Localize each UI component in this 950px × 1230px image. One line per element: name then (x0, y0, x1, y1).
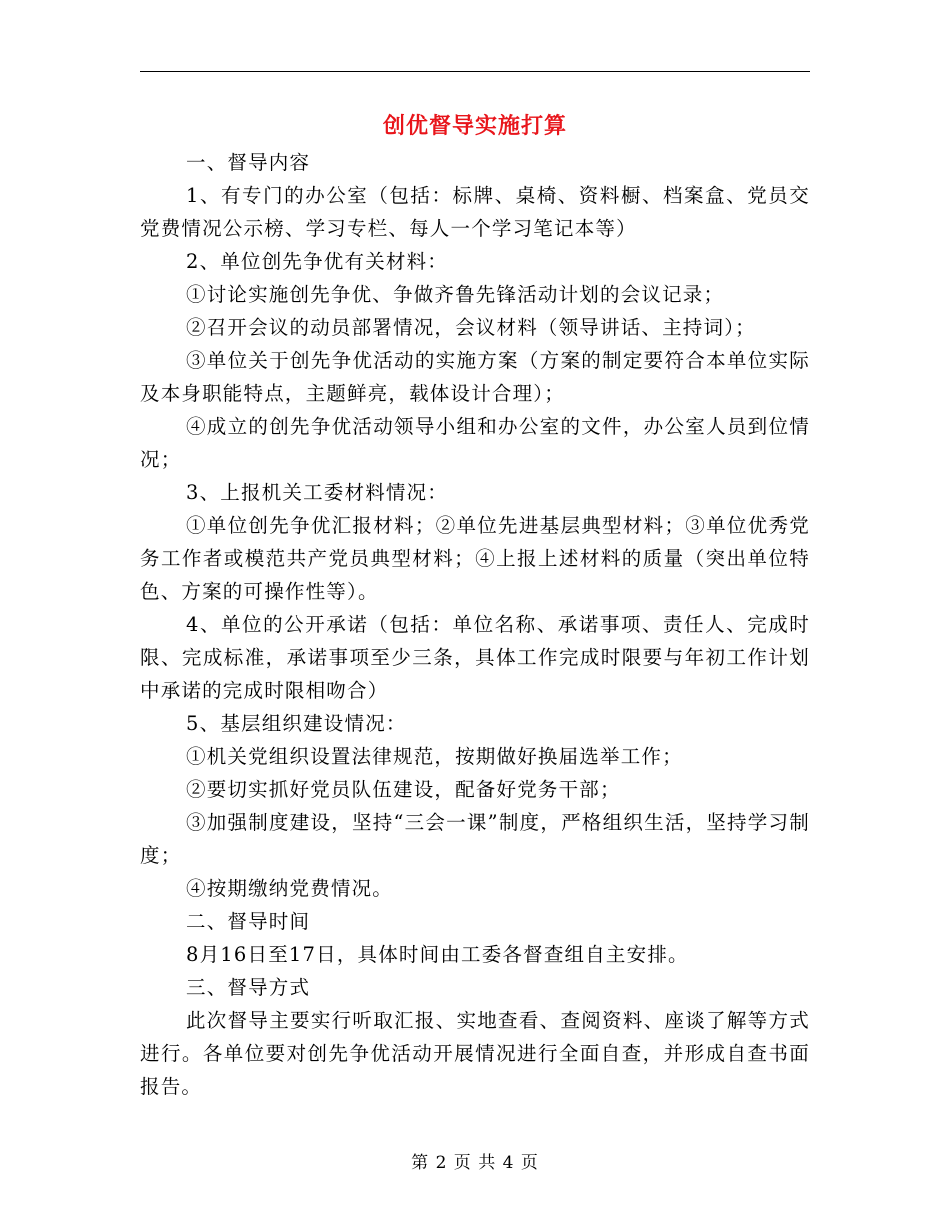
paragraph: ①机关党组织设置法律规范，按期做好换届选举工作； (186, 745, 683, 768)
document-body (140, 146, 810, 1103)
paragraph: ①讨论实施创先争优、争做齐鲁先锋活动计划的会议记录； (186, 283, 725, 306)
paragraph: ③加强制度建设，坚持“三会一课”制度，严格组织生活，坚持学习制度； (140, 811, 810, 867)
section-heading: 一、督导内容 (186, 151, 311, 174)
document-title: 创优督导实施打算 (382, 113, 567, 139)
paragraph: 5、基层组织建设情况： (186, 712, 407, 735)
paragraph: ④按期缴纳党费情况。 (186, 877, 394, 900)
section-heading: 三、督导方式 (186, 976, 311, 999)
paragraph: 1、有专门的办公室（包括：标牌、桌椅、资料橱、档案盒、党员交党费情况公示榜、学习专栏、每人一个学习笔记本等） (140, 184, 810, 240)
paragraph: 4、单位的公开承诺（包括：单位名称、承诺事项、责任人、完成时限、完成标准，承诺事项至少三条，具体工作完成时限要与年初工作计划中承诺的完成时限相吻合） (140, 613, 810, 702)
paragraph: 3、上报机关工委材料情况： (186, 481, 449, 504)
paragraph: 8月16日至17日，具体时间由工委各督查组自主安排。 (186, 943, 689, 966)
paragraph: ②召开会议的动员部署情况，会议材料（领导讲话、主持词）； (186, 316, 756, 339)
paragraph: ③单位关于创先争优活动的实施方案（方案的制定要符合本单位实际及本身职能特点，主题鲜亮，载体设计合理）； (140, 349, 810, 405)
paragraph: 2、单位创先争优有关材料： (186, 250, 449, 273)
paragraph: 此次督导主要实行听取汇报、实地查看、查阅资料、座谈了解等方式进行。各单位要对创先争优活动开展情况进行全面自查，并形成自查书面报告。 (140, 1009, 810, 1098)
page-number: 第 2 页 共 4 页 (411, 1153, 539, 1173)
paragraph: ②要切实抓好党员队伍建设，配备好党务干部； (186, 778, 621, 801)
paragraph: ④成立的创先争优活动领导小组和办公室的文件，办公室人员到位情况； (140, 415, 810, 471)
section-heading: 二、督导时间 (186, 910, 311, 933)
paragraph: ①单位创先争优汇报材料；②单位先进基层典型材料；③单位优秀党务工作者或模范共产党员典型材料；④上报上述材料的质量（突出单位特色、方案的可操作性等）。 (140, 514, 810, 603)
header-rule (140, 71, 810, 72)
